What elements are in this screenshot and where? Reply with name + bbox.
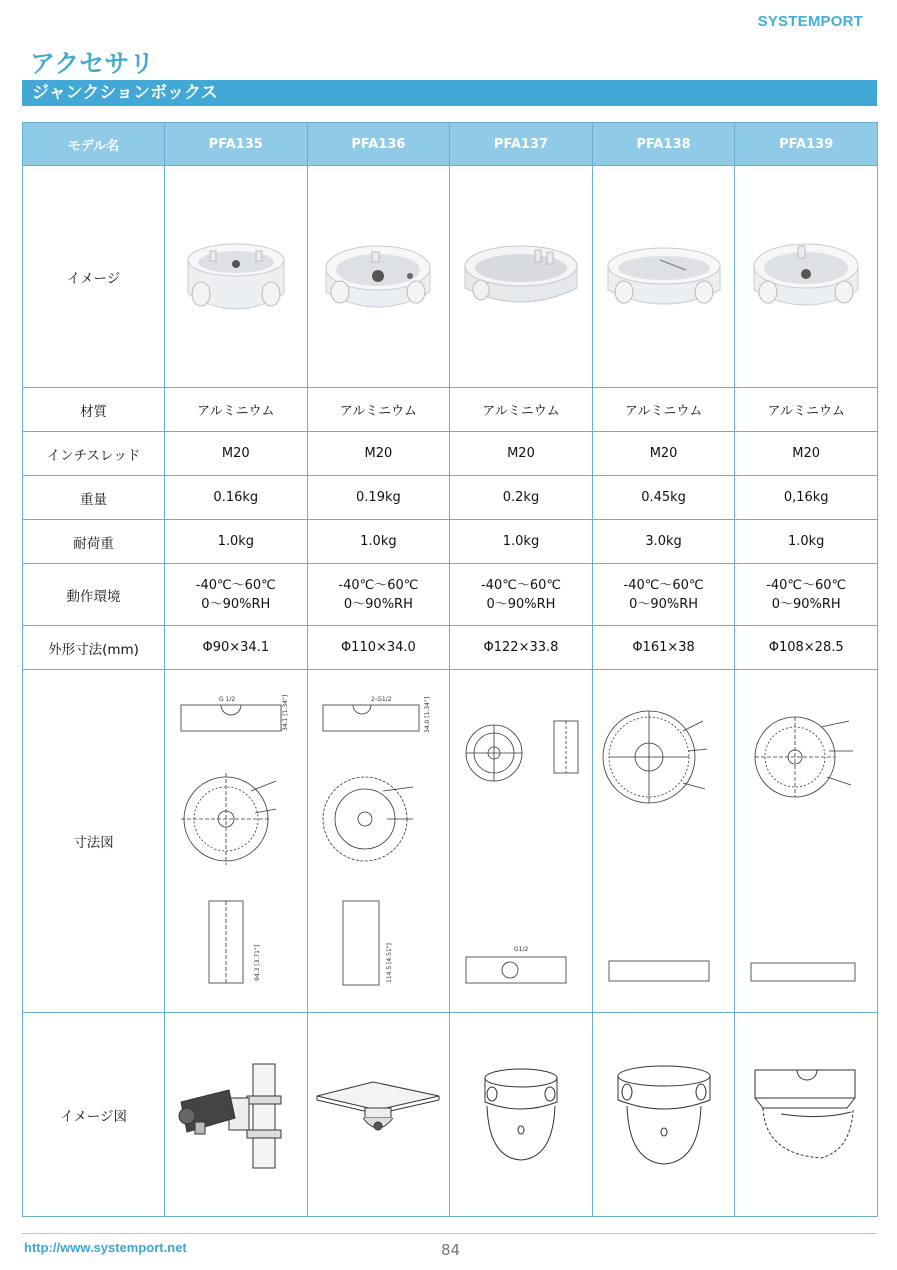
table-row-image <box>23 166 878 388</box>
row-label-dimensions: 寸法図 <box>23 670 165 1013</box>
illustration-pfa138 <box>592 1013 735 1217</box>
drawing-label: 34.1 [1.34"] <box>281 694 289 731</box>
column-header-pfa138: PFA138 <box>592 123 735 166</box>
row-label-size: 外形寸法(mm) <box>23 626 165 670</box>
load-pfa137: 1.0kg <box>450 520 593 564</box>
size-pfa136: Φ110×34.0 <box>307 626 450 670</box>
thread-pfa139: M20 <box>735 432 878 476</box>
row-label-image: イメージ <box>23 166 165 388</box>
weight-pfa136: 0.19kg <box>307 476 450 520</box>
table-header-row <box>23 123 878 166</box>
temperature-range: -40℃～60℃ <box>766 577 847 593</box>
thread-pfa138: M20 <box>592 432 735 476</box>
footer-url-link[interactable]: http://www.systemport.net <box>24 1240 187 1255</box>
product-photo-pfa135 <box>165 166 308 388</box>
humidity-range: 0～90%RH <box>771 596 841 612</box>
size-pfa139: Φ108×28.5 <box>735 626 878 670</box>
dimension-drawing-pfa138 <box>592 670 735 1013</box>
temperature-range: -40℃～60℃ <box>195 577 276 593</box>
table-row-size <box>23 626 878 670</box>
material-pfa137: アルミニウム <box>450 388 593 432</box>
product-photo-pfa139 <box>735 166 878 388</box>
environment-pfa138 <box>592 564 735 626</box>
weight-pfa139: 0,16kg <box>735 476 878 520</box>
material-pfa135: アルミニウム <box>165 388 308 432</box>
table-row-environment <box>23 564 878 626</box>
section-heading: ジャンクションボックス <box>22 80 877 106</box>
thread-pfa135: M20 <box>165 432 308 476</box>
dimension-drawing-pfa135 <box>165 670 308 1013</box>
environment-pfa137 <box>450 564 593 626</box>
row-label-material: 材質 <box>23 388 165 432</box>
dimension-drawing-pfa136 <box>307 670 450 1013</box>
product-photo-pfa137 <box>450 166 593 388</box>
thread-pfa137: M20 <box>450 432 593 476</box>
illustration-pfa139 <box>735 1013 878 1217</box>
drawing-label: G 1/2 <box>218 696 236 703</box>
load-pfa136: 1.0kg <box>307 520 450 564</box>
table-row-dimensions <box>23 670 878 1013</box>
humidity-range: 0～90%RH <box>201 596 271 612</box>
drawing-label: 114.5 [4.51"] <box>386 943 394 983</box>
dimension-drawing-pfa137 <box>450 670 593 1013</box>
table-row-weight <box>23 476 878 520</box>
size-pfa135: Φ90×34.1 <box>165 626 308 670</box>
size-pfa138: Φ161×38 <box>592 626 735 670</box>
table-row-load <box>23 520 878 564</box>
humidity-range: 0～90%RH <box>343 596 413 612</box>
illustration-pfa136 <box>307 1013 450 1217</box>
material-pfa139: アルミニウム <box>735 388 878 432</box>
temperature-range: -40℃～60℃ <box>480 577 561 593</box>
load-pfa135: 1.0kg <box>165 520 308 564</box>
illustration-pfa135 <box>165 1013 308 1217</box>
spec-table <box>22 122 878 1217</box>
humidity-range: 0～90%RH <box>486 596 556 612</box>
material-pfa136: アルミニウム <box>307 388 450 432</box>
column-header-pfa139: PFA139 <box>735 123 878 166</box>
illustration-pfa137 <box>450 1013 593 1217</box>
weight-pfa137: 0.2kg <box>450 476 593 520</box>
row-label-weight: 重量 <box>23 476 165 520</box>
drawing-label: 94.3 [3.71"] <box>253 944 261 981</box>
environment-pfa139 <box>735 564 878 626</box>
material-pfa138: アルミニウム <box>592 388 735 432</box>
size-pfa137: Φ122×33.8 <box>450 626 593 670</box>
weight-pfa135: 0.16kg <box>165 476 308 520</box>
table-row-illustration <box>23 1013 878 1217</box>
load-pfa138: 3.0kg <box>592 520 735 564</box>
column-header-pfa137: PFA137 <box>450 123 593 166</box>
product-photo-pfa136 <box>307 166 450 388</box>
product-photo-pfa138 <box>592 166 735 388</box>
humidity-range: 0～90%RH <box>629 596 699 612</box>
weight-pfa138: 0.45kg <box>592 476 735 520</box>
row-label-load: 耐荷重 <box>23 520 165 564</box>
page-title: アクセサリ <box>30 49 155 78</box>
page-number: 84 <box>441 1241 461 1259</box>
dimension-drawing-pfa139 <box>735 670 878 1013</box>
thread-pfa136: M20 <box>307 432 450 476</box>
column-header-pfa136: PFA136 <box>307 123 450 166</box>
brand-logo: SYSTEMPORT <box>757 13 863 30</box>
column-header-model-name: モデル名 <box>23 123 165 166</box>
environment-pfa135 <box>165 564 308 626</box>
drawing-label: 2-G1/2 <box>371 696 392 703</box>
footer-divider <box>22 1233 877 1234</box>
table-row-thread <box>23 432 878 476</box>
column-header-pfa135: PFA135 <box>165 123 308 166</box>
environment-pfa136 <box>307 564 450 626</box>
drawing-label: 34.0 [1.34"] <box>424 696 432 733</box>
row-label-environment: 動作環境 <box>23 564 165 626</box>
row-label-thread: インチスレッド <box>23 432 165 476</box>
temperature-range: -40℃～60℃ <box>338 577 419 593</box>
table-row-material <box>23 388 878 432</box>
load-pfa139: 1.0kg <box>735 520 878 564</box>
temperature-range: -40℃～60℃ <box>623 577 704 593</box>
drawing-label: G1/2 <box>513 946 529 953</box>
row-label-illustration: イメージ図 <box>23 1013 165 1217</box>
